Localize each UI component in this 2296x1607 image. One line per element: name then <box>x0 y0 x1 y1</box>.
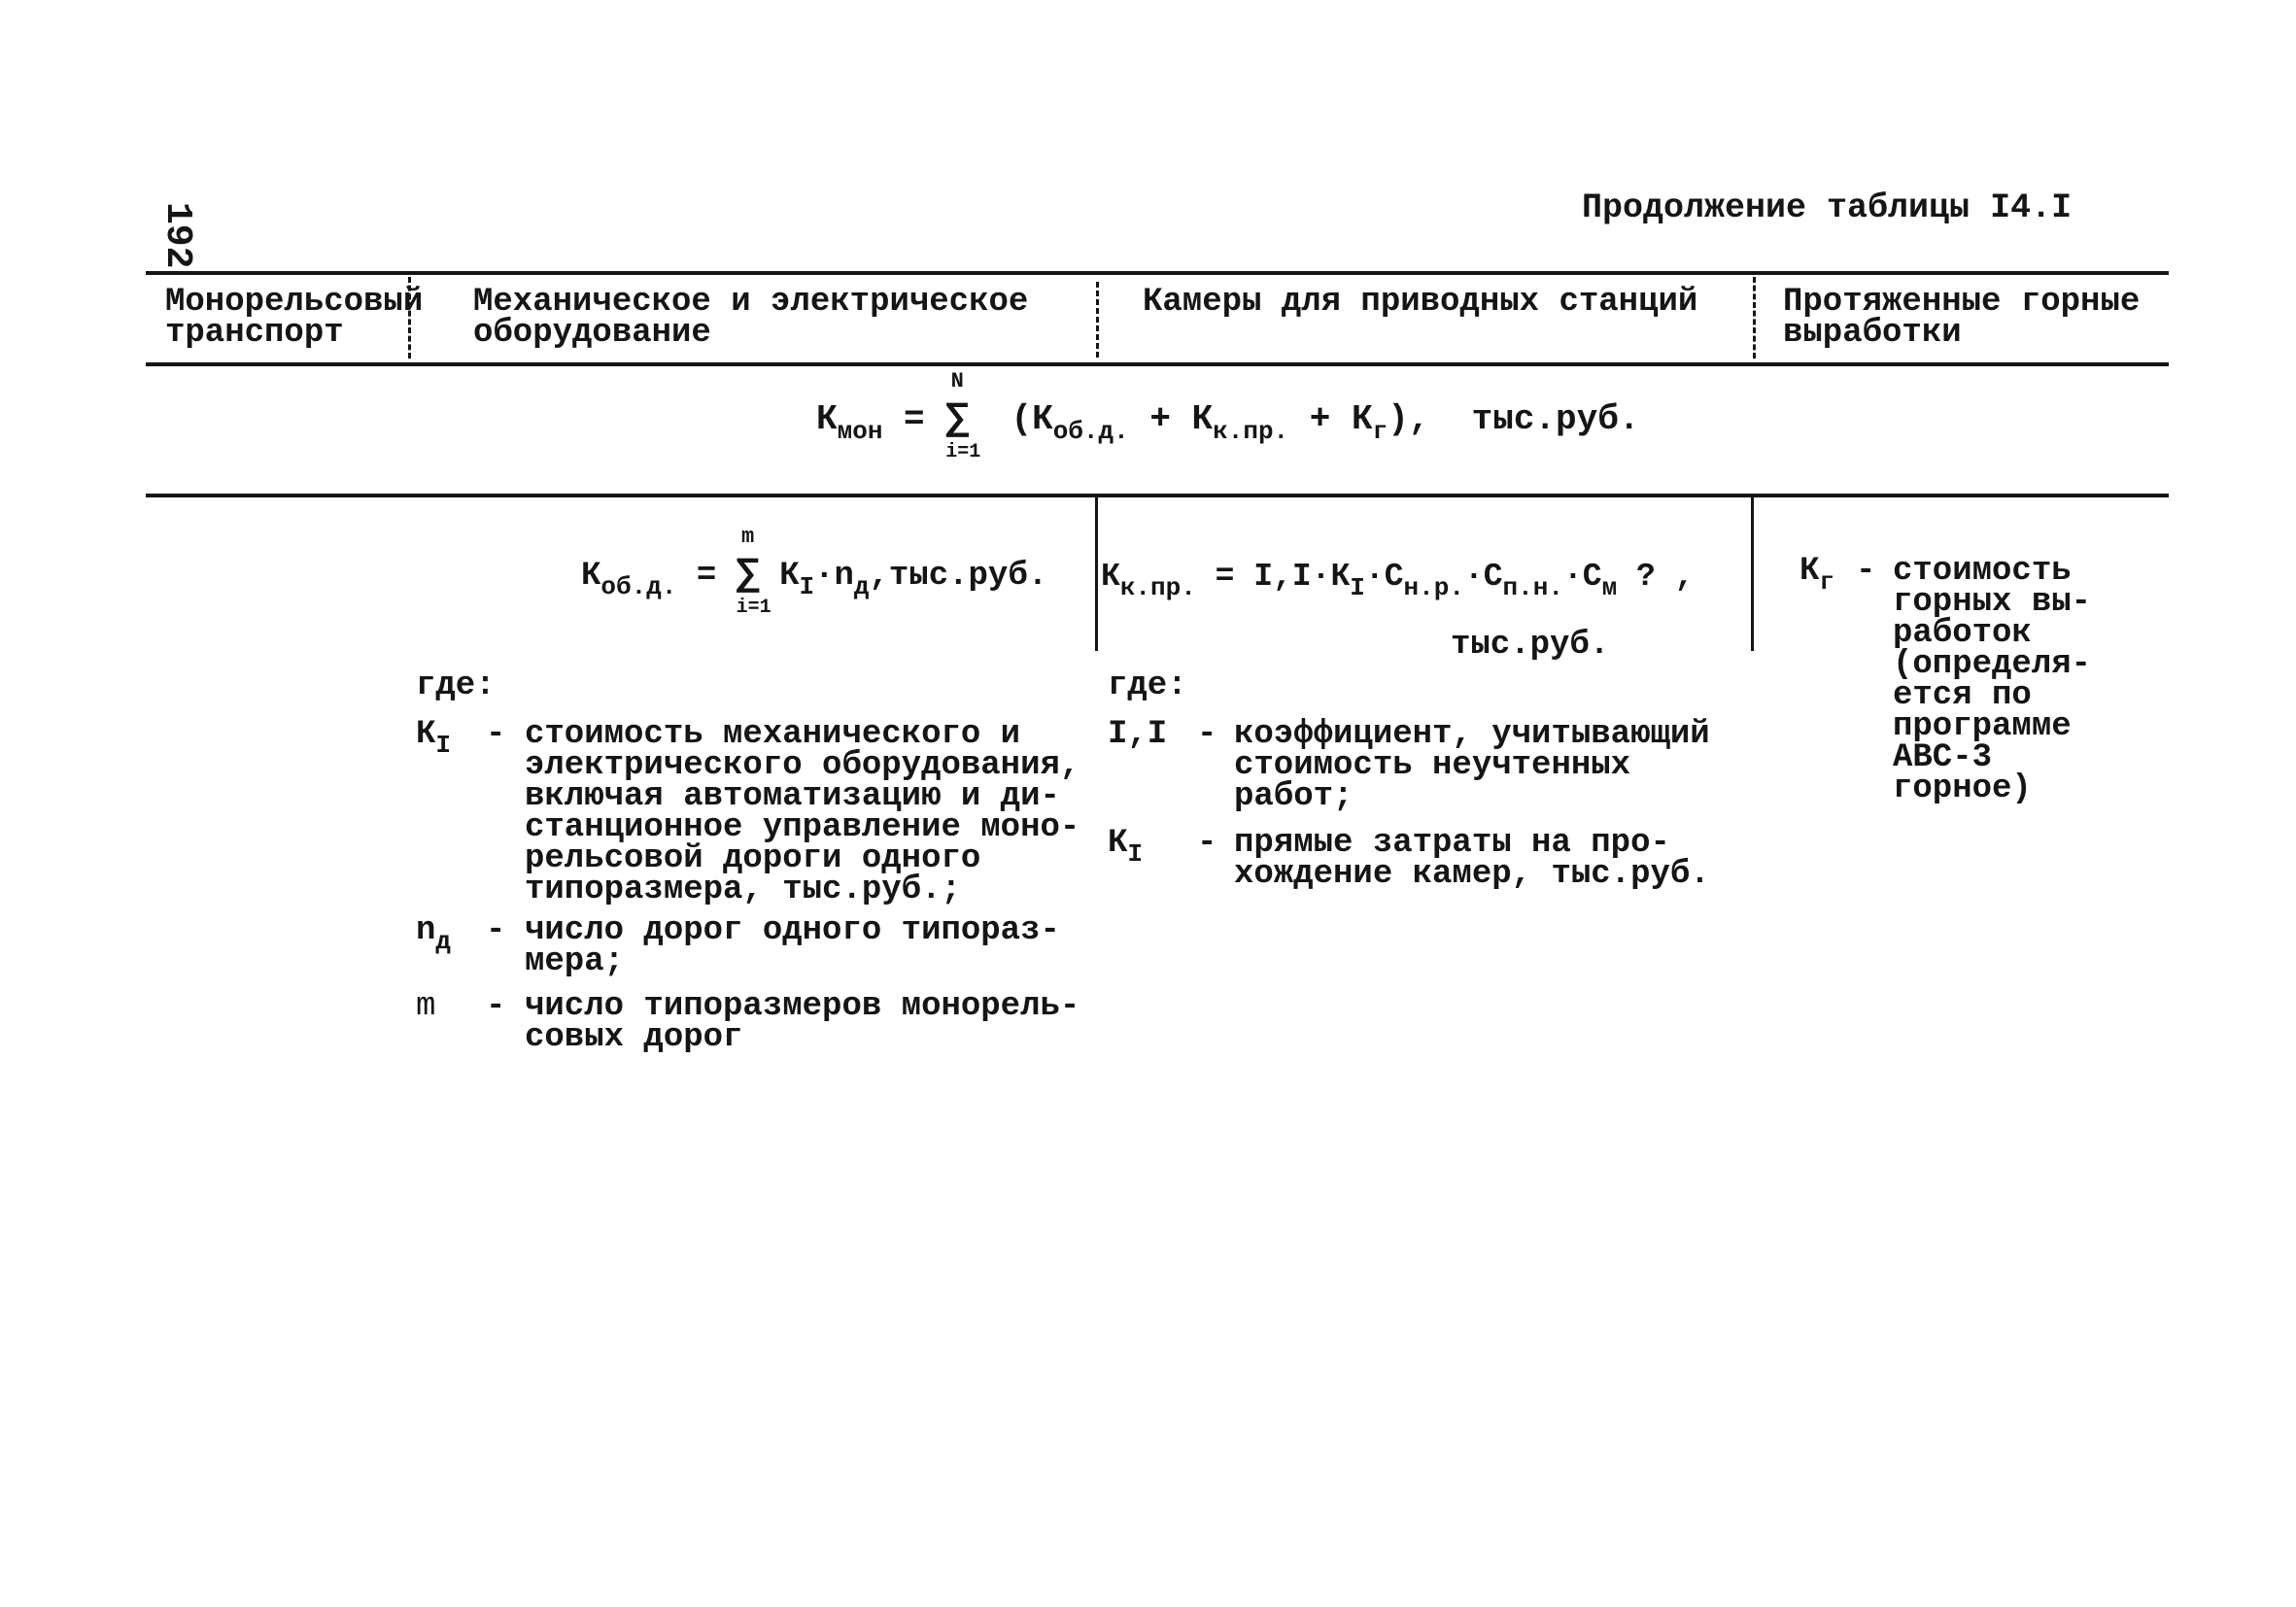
chambers-formula-units: тыс.руб. <box>1451 627 1610 664</box>
chambers-formula-lhs: К <box>1101 559 1120 595</box>
equipment-formula-k: К <box>779 558 800 595</box>
main-formula-t1-sub: об.д. <box>1052 417 1129 446</box>
main-formula-close: ), <box>1388 399 1430 439</box>
equipment-formula-lhs: К <box>581 558 601 595</box>
equipment-term-nd-dash: - <box>486 912 506 949</box>
equipment-formula-n-sub: д <box>853 572 870 601</box>
header-bottom-rule <box>146 362 2169 366</box>
continuation-title: Продолжение таблицы I4.I <box>1582 188 2073 227</box>
chambers-term-k1 <box>1108 825 1730 896</box>
main-formula <box>816 369 1640 463</box>
formula-bottom-rule <box>146 494 2169 497</box>
equipment-term-m <box>416 988 1096 1059</box>
equipment-formula-units: ,тыс.руб. <box>869 558 1048 595</box>
header-equipment <box>473 284 1029 352</box>
header-equipment-line2: оборудование <box>473 315 711 352</box>
chambers-formula-tail: ? , <box>1636 559 1695 595</box>
equipment-term-k1-definition: стоимость механического и электрического оборудования, включая автоматизацию и ди- станционное управление моно- рельсовой дороги одного типоразмера, тыс.руб.; <box>525 716 1080 908</box>
equipment-formula <box>581 525 1048 619</box>
sum-lower-limit: i=1 <box>736 597 771 619</box>
header-divider-3 <box>1753 277 1756 359</box>
summation-symbol: N ∑ i=1 <box>945 369 981 463</box>
main-formula-t2-sub: к.пр. <box>1213 417 1289 446</box>
equipment-term-k1-symbol: $К_I$ <box>416 716 452 760</box>
main-formula-plus2: + К <box>1309 399 1373 439</box>
mining-term-kg-dash: - <box>1856 553 1876 590</box>
chambers-where: где: <box>1108 667 1187 704</box>
main-formula-open: (К <box>1011 399 1053 439</box>
chambers-term-ii-dash: - <box>1197 716 1217 753</box>
equipment-term-m-symbol: m <box>416 988 436 1025</box>
sum-lower-limit: i=1 <box>945 441 981 463</box>
header-monorail-line2: транспорт <box>165 315 344 352</box>
header-mining-line2: выработки <box>1783 315 1962 352</box>
chambers-formula-s3: п.н. <box>1502 573 1563 602</box>
chambers-formula-s2: н.р. <box>1403 573 1464 602</box>
equipment-formula-k-sub: I <box>799 572 815 601</box>
chambers-term-k1-definition: прямые затраты на про- хождение камер, тыс.руб. <box>1234 825 1710 893</box>
main-formula-lhs-sub: мон <box>837 417 883 446</box>
equipment-term-nd-symbol: $n_д$ <box>416 912 452 956</box>
main-formula-lhs: К <box>816 399 838 439</box>
header-monorail <box>165 284 424 352</box>
equipment-term-nd-definition: число дорог одного типораз- мера; <box>525 912 1060 980</box>
chambers-formula-s4: м <box>1601 573 1618 602</box>
equipment-where: где: <box>416 667 496 704</box>
equipment-term-k1 <box>416 716 1096 913</box>
equipment-term-m-dash: - <box>486 988 506 1025</box>
header-chambers-line1: Камеры для приводных станций <box>1143 284 1698 321</box>
chambers-term-ii <box>1108 716 1730 816</box>
page-number: 192 <box>156 202 198 269</box>
mining-term-kg <box>1799 553 2169 828</box>
body-divider-1 <box>1095 497 1098 651</box>
chambers-term-ii-definition: коэффициент, учитывающий стоимость неучтенных работ; <box>1234 716 1710 815</box>
table-top-rule <box>146 271 2169 275</box>
chambers-term-k1-symbol: $К_I$ <box>1108 825 1144 869</box>
equipment-term-k1-dash: - <box>486 716 506 753</box>
body-divider-2 <box>1751 497 1754 651</box>
header-chambers <box>1143 284 1698 321</box>
header-divider-2 <box>1096 282 1099 358</box>
chambers-formula-body3: ·С <box>1463 559 1503 595</box>
mining-term-kg-symbol: $К_г$ <box>1799 553 1835 597</box>
main-formula-plus1: + К <box>1149 399 1214 439</box>
equipment-term-m-definition: число типоразмеров монорель- совых дорог <box>525 988 1080 1056</box>
chambers-formula <box>1101 559 1695 602</box>
main-formula-t3-sub: г <box>1372 417 1388 446</box>
sum-upper-limit: N <box>950 369 964 393</box>
header-monorail-line1: Монорельсовый <box>165 284 424 321</box>
main-formula-eq: = <box>904 399 925 439</box>
chambers-formula-body4: ·С <box>1562 559 1602 595</box>
chambers-formula-body1: I,I·К <box>1253 559 1351 595</box>
chambers-formula-s1: I <box>1350 573 1365 602</box>
summation-symbol: m ∑ i=1 <box>736 525 771 619</box>
chambers-formula-eq: = <box>1215 559 1235 595</box>
chambers-formula-body2: ·С <box>1364 559 1404 595</box>
header-mining <box>1783 284 2141 352</box>
chambers-term-ii-symbol: I,I <box>1108 716 1168 753</box>
equipment-formula-dot: ·n <box>814 558 854 595</box>
equipment-formula-lhs-sub: об.д. <box>600 572 677 601</box>
equipment-term-nd <box>416 912 1096 983</box>
chambers-formula-lhs-sub: к.пр. <box>1119 573 1196 602</box>
chambers-term-k1-dash: - <box>1197 825 1217 862</box>
equipment-formula-eq: = <box>696 558 717 595</box>
mining-term-kg-definition: стоимость горных вы- работок (определя- ется по программе АВС-3 горное) <box>1893 553 2092 807</box>
sum-upper-limit: m <box>741 525 755 549</box>
header-equipment-line1: Механическое и электрическое <box>473 284 1029 321</box>
header-mining-line1: Протяженные горные <box>1783 284 2141 321</box>
main-formula-units: тыс.руб. <box>1471 399 1640 439</box>
